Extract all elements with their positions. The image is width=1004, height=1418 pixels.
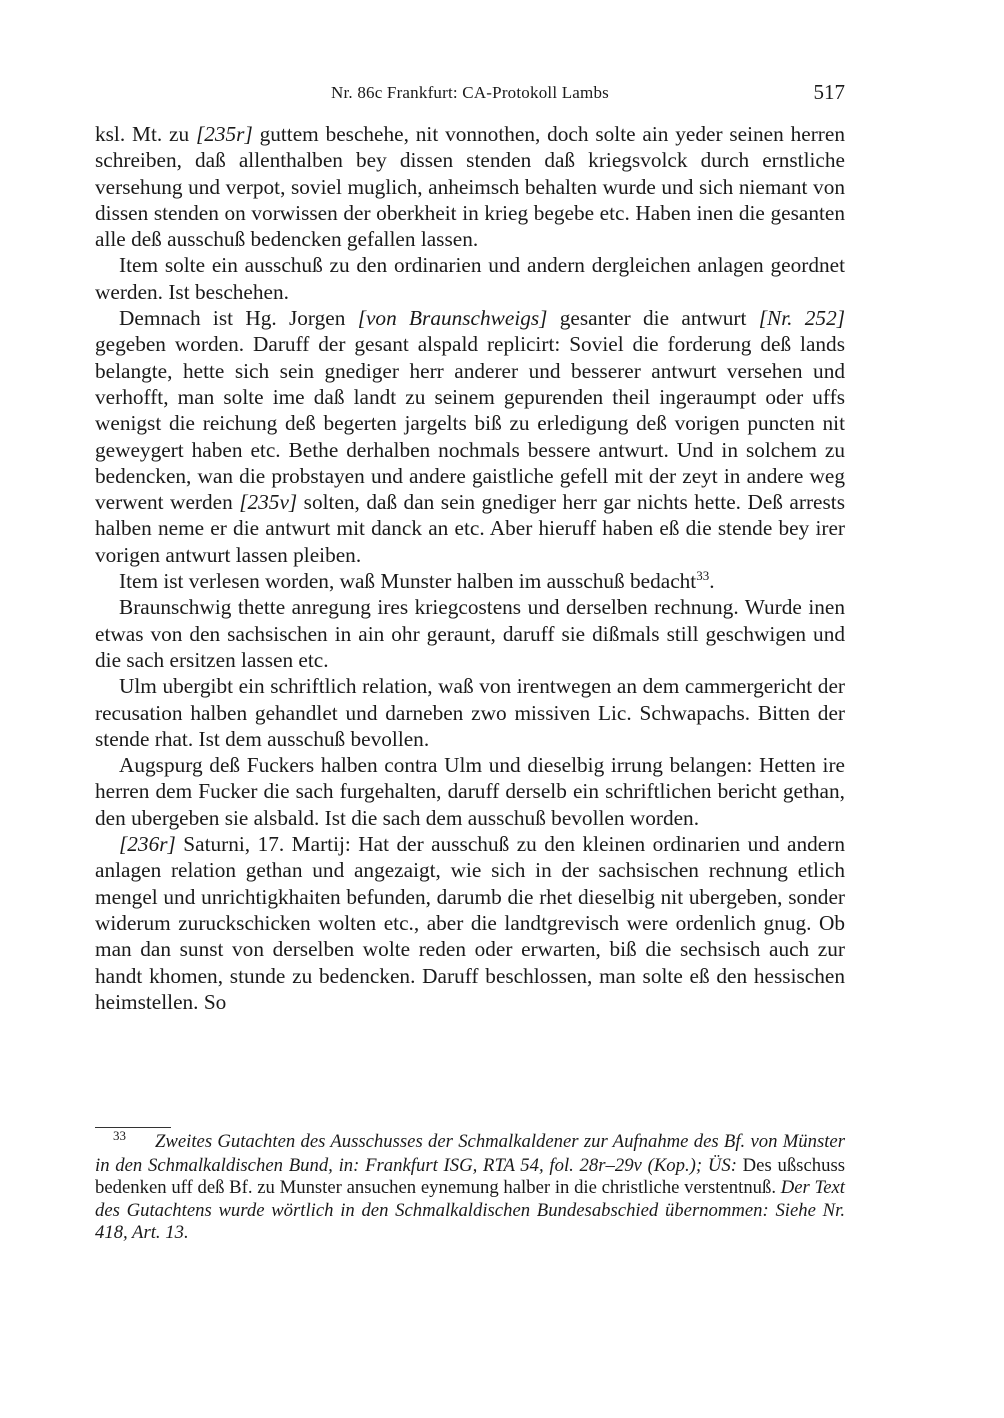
paragraph-5: Braunschwig thette anregung ires kriegcostens und derselben rechnung. Wurde inen etwas von den sachsischen in ain ohr geraunt, daruff sie dißmals still geschwigen und die sach ersitzen lassen etc.	[95, 595, 845, 672]
text-segment: gesanter die antwurt	[547, 306, 759, 331]
folio-reference: [236r]	[119, 832, 176, 857]
footnote-quote: Des ußschuss bedenken uff deß Bf. zu Munster ansuchen eynemung halber in die christliche verstentnuß.	[95, 1154, 845, 1198]
text-segment: ksl. Mt. zu	[95, 122, 196, 146]
paragraph-3	[95, 305, 845, 568]
text-segment: .	[709, 569, 715, 594]
folio-reference: [235v]	[239, 490, 298, 515]
footnote-marker: 33	[696, 568, 710, 584]
text-segment: Item ist verlesen worden, waß Munster halben im ausschuß bedacht	[119, 569, 697, 594]
footnote-italic-segment: Zweites Gutachten des Ausschusses der Schmalkaldener zur Aufnahme des Bf. von Münster in den Schmalkaldischen Bund, in: Frankfurt ISG, RTA 54, fol. 28r–29v (Kop.); ÜS:	[95, 1131, 845, 1176]
page-number: 517	[813, 80, 845, 104]
footnote-text	[95, 1128, 845, 1245]
footnote-number: 33	[113, 1128, 126, 1143]
document-reference: [Nr. 252]	[758, 306, 845, 331]
paragraph-1	[95, 121, 845, 252]
paragraph-2: Item solte ein ausschuß zu den ordinarien und andern dergleichen anlagen geordnet werden. Ist beschehen.	[95, 253, 845, 304]
text-segment: gegeben worden. Daruff der gesant alspald replicirt: Soviel die forderung deß lands belangte, hette sich sein gnediger herr anderer und besserer antwurt versehen und verhofft, man solte ime daß landt zu seinem gepurenden theil ingeraumpt oder uffs wenigst die reichung deß begerten jargelts biß zu erledigung deß vorigen puncten nit geweygert haben etc. Bethe derhalben nochmals bessere antwurt. Und in solchem zu bedencken, wan die probstayen und andere gaistliche gefell mit der zeyt in andere weg verwent werden	[95, 332, 845, 515]
paragraph-8	[95, 831, 845, 1015]
text-segment: Demnach ist Hg. Jorgen	[119, 306, 358, 331]
page-header	[95, 80, 845, 110]
footnote-italic-segment: Der Text des Gutachtens wurde wörtlich in den Schmalkaldischen Bundesabschied übernommen: Siehe Nr. 418, Art. 13.	[95, 1177, 845, 1243]
paragraph-7: Augspurg deß Fuckers halben contra Ulm und dieselbig irrung belangen: Hetten ire herren dem Fucker die sach furgehalten, daruff derselb ein schriftlichen bericht gethan, den ubergeben sie alsbald. Ist die sach dem ausschuß bevollen worden.	[95, 753, 845, 830]
paragraph-4	[95, 568, 845, 594]
running-head: Nr. 86c Frankfurt: CA-Protokoll Lambs	[331, 83, 609, 102]
text-segment: guttem beschehe, nit vonnothen, doch solte ain yeder seinen herren schreiben, daß allenthalben bey dissen stenden daß kriegsvolck durch ernstliche versehung und verpot, soviel muglich, anheimsch behalten wurde und sich niemant von dissen stenden on vorwissen der oberkheit in krieg begebe etc. Haben inen die gesanten alle deß ausschuß bedencken gefallen lassen.	[95, 122, 846, 252]
editorial-insertion: [von Braunschweigs]	[357, 306, 548, 331]
paragraph-6: Ulm ubergibt ein schriftlich relation, waß von irentwegen an dem cammergericht der recusation halben gehandlet und darneben zwo missiven Lic. Schwapachs. Bitten der stende rhat. Ist dem ausschuß bevollen.	[95, 674, 845, 751]
main-text	[95, 121, 845, 1015]
folio-reference: [235r]	[195, 122, 253, 146]
footnote-33	[95, 1128, 845, 1245]
text-segment: solten, daß dan sein gnediger herr gar nichts hette. Deß arrests halben neme er die antwurt mit danck an etc. Aber hieruff haben eß die stende bey irer vorigen antwurt lassen pleiben.	[95, 490, 846, 567]
text-segment: Saturni, 17. Martij: Hat der ausschuß zu den kleinen ordinarien und andern anlagen relation gethan und angezaigt, wie sich in der sachsischen rechnung etlich mengel und unrichtigkhaiten befunden, darumb die rhet dieselbig nit ubergeben, sonder widerum zuruckschicken wolten etc., aber die landtgrevisch were ordenlich gnug. Ob man dan sunst von derselben wolte reden oder erwarten, biß die sechsisch auch zur handt khomen, stunde zu bedencken. Daruff beschlossen, man solte eß den hessischen heimstellen. So	[95, 832, 845, 1014]
